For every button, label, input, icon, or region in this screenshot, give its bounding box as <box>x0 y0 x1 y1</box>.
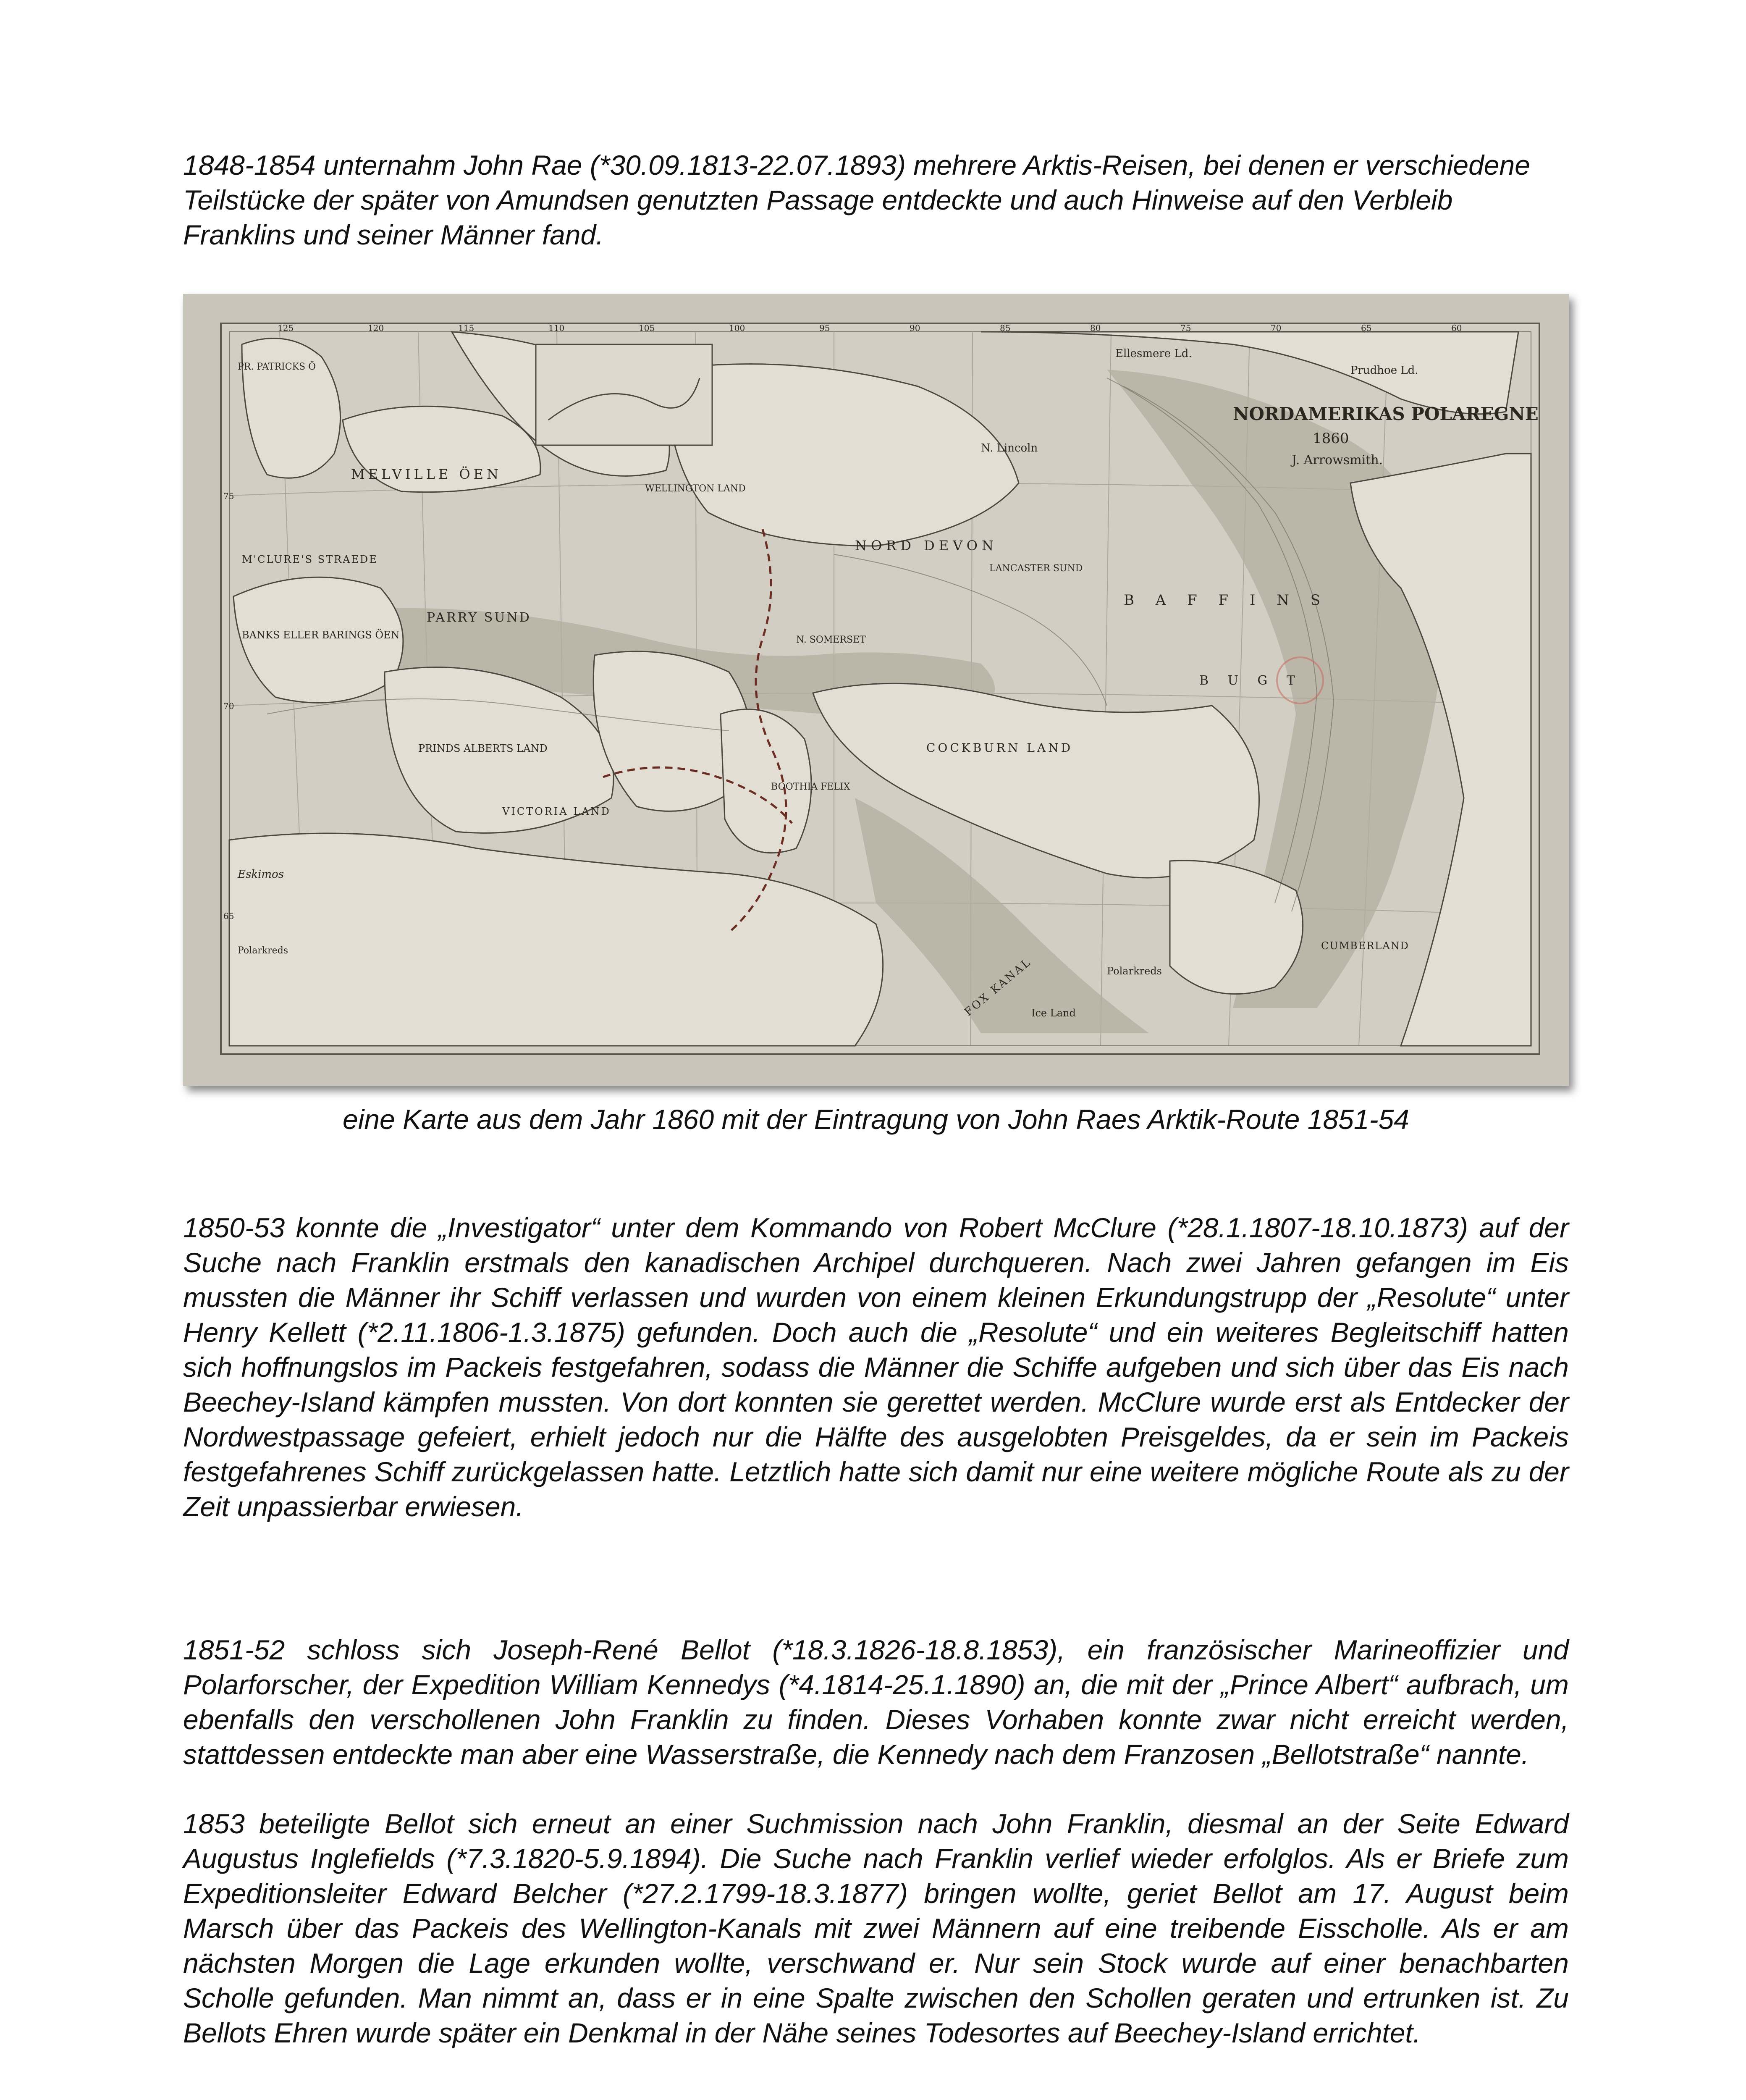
map-label-polarkreds-left: Polarkreds <box>238 945 288 956</box>
map-label-mcclures: M'CLURE'S STRAEDE <box>242 554 378 565</box>
map-label-cumberland: CUMBERLAND <box>1321 940 1409 952</box>
paragraph-bellot-2: 1853 beteiligte Bellot sich erneut an einer Suchmission nach John Franklin, diesmal an der Seite Edward Augustus Inglefields (*7.3.1820-5.9.1894). Die Suche nach Franklin verlief wieder erfolglos. Als er Briefe zum Expeditionsleiter Edward Belcher (*27.2.1799-18.3.1877) bringen wollte, geriet Bellot am 17. August beim Marsch über das Packeis des Wellington-Kanals mit zwei Männern auf eine treibende Eisscholle. Als er am nächsten Morgen die Lage erkunden wollte, verschwand er. Nur sein Stock wurde auf einer benachbarten Scholle gefunden. Man nimmt an, dass er in eine Spalte zwischen den Schollen geraten und ertrunken ist. Zu Bellots Ehren wurde später ein Denkmal in der Nähe seines Todesortes auf Beechey-Island errichtet. <box>183 1808 1569 2048</box>
map-label-n-somerset: N. SOMERSET <box>796 635 866 645</box>
map-label-ellesmere: Ellesmere Ld. <box>1115 347 1192 360</box>
map-label-n-lincoln: N. Lincoln <box>981 442 1038 454</box>
map-label-banks: BANKS ELLER BARINGS ÖEN <box>242 629 400 641</box>
map-label-foxe: FOX KANAL <box>962 956 1034 1019</box>
map-label-bugt: B U G T <box>1199 673 1303 688</box>
map-author: J. Arrowsmith. <box>1292 453 1383 467</box>
lon-label: 70 <box>1271 323 1282 333</box>
lon-label: 85 <box>1000 323 1011 333</box>
map-label-baffins: B A F F I N S <box>1124 592 1329 609</box>
lon-label: 90 <box>910 323 920 333</box>
lon-label: 60 <box>1451 323 1462 333</box>
lon-label: 115 <box>458 323 475 333</box>
map-title: NORDAMERIKAS POLAREGNE <box>1233 404 1539 424</box>
lat-label: 75 <box>223 491 234 501</box>
arctic-map <box>183 294 1569 1086</box>
map-label-ice-land: Ice Land <box>1031 1007 1076 1019</box>
lon-label: 65 <box>1361 323 1372 333</box>
map-label-eskimo: Eskimos <box>238 868 284 881</box>
map-label-victoria: VICTORIA LAND <box>502 806 611 817</box>
paragraph-bellot-1: 1851-52 schloss sich Joseph-René Bellot (*18.3.1826-18.8.1853), ein französischer Marineoffizier und Polarforscher, der Expedition William Kennedys (*4.1814-25.1.1890) an, die mit der „Prince Albert“ aufbrach, um ebenfalls den verschollenen John Franklin zu finden. Dieses Vorhaben konnte zwar nicht erreicht werden, stattdessen entdeckte man aber eine Wasserstraße, die Kennedy nach dem Franzosen „Bellotstraße“ nannte. <box>183 1634 1569 1770</box>
map-label-wellington: WELLINGTON LAND <box>645 483 746 494</box>
lat-label: 65 <box>223 911 234 921</box>
lon-label: 80 <box>1090 323 1101 333</box>
intro-paragraph: 1848-1854 unternahm John Rae (*30.09.1813-22.07.1893) mehrere Arktis-Reisen, bei denen er verschiedene Teilstücke der später von Amundsen genutzten Passage entdeckte und auch Hinweise auf den Verbleib Franklins und seiner Männer fand. <box>183 150 1530 250</box>
map-year: 1860 <box>1313 430 1349 447</box>
map-label-nord-devon: NORD DEVON <box>855 538 998 554</box>
lon-label: 95 <box>819 323 830 333</box>
map-label-prudhoe: Prudhoe Ld. <box>1350 364 1418 377</box>
lon-label: 120 <box>368 323 384 333</box>
lat-label: 70 <box>223 701 234 711</box>
map-label-lancaster: LANCASTER SUND <box>989 563 1083 574</box>
map-label-melville: MELVILLE ÖEN <box>351 466 502 482</box>
map-label-cockburn: COCKBURN LAND <box>926 741 1073 755</box>
lon-label: 110 <box>548 323 565 333</box>
lon-label: 100 <box>729 323 745 333</box>
map-label-boothia: BOOTHIA FELIX <box>771 782 850 792</box>
paragraph-investigator: 1850-53 konnte die „Investigator“ unter dem Kommando von Robert McClure (*28.1.1807-18.10.1873) auf der Suche nach Franklin erstmals den kanadischen Archipel durchqueren. Nach zwei Jahren gefangen im Eis mussten die Männer ihr Schiff verlassen und wurden von einem kleinen Erkundungstrupp der „Resolute“ unter Henry Kellett (*2.11.1806-1.3.1875) gefunden. Doch auch die „Resolute“ und ein weiteres Begleitschiff hatten sich hoffnungslos im Packeis festgefahren, sodass die Männer die Schiffe aufgeben und sich über das Eis nach Beechey-Island kämpfen mussten. Von dort konnten sie gerettet werden. McClure wurde erst als Entdecker der Nordwestpassage gefeiert, erhielt jedoch nur die Hälfte des ausgelobten Preisgeldes, da er sein im Packeis festgefahrenes Schiff zurückgelassen hatte. Letztlich hatte sich damit nur eine weitere mögliche Route als zu der Zeit unpassierbar erwiesen. <box>183 1212 1569 1522</box>
figure-caption: eine Karte aus dem Jahr 1860 mit der Eintragung von John Raes Arktik-Route 1851-54 <box>342 1104 1409 1135</box>
lon-label: 125 <box>278 323 294 333</box>
map-label-parry: PARRY SUND <box>427 610 531 625</box>
map-label-patricks: PR. PATRICKS Ö <box>238 362 316 372</box>
map-label-polarkreds: Polarkreds <box>1107 965 1162 977</box>
map-figure <box>183 294 1569 1086</box>
map-label-prinds-alberts: PRINDS ALBERTS LAND <box>418 743 548 754</box>
lon-label: 75 <box>1180 323 1191 333</box>
lon-label: 105 <box>639 323 655 333</box>
